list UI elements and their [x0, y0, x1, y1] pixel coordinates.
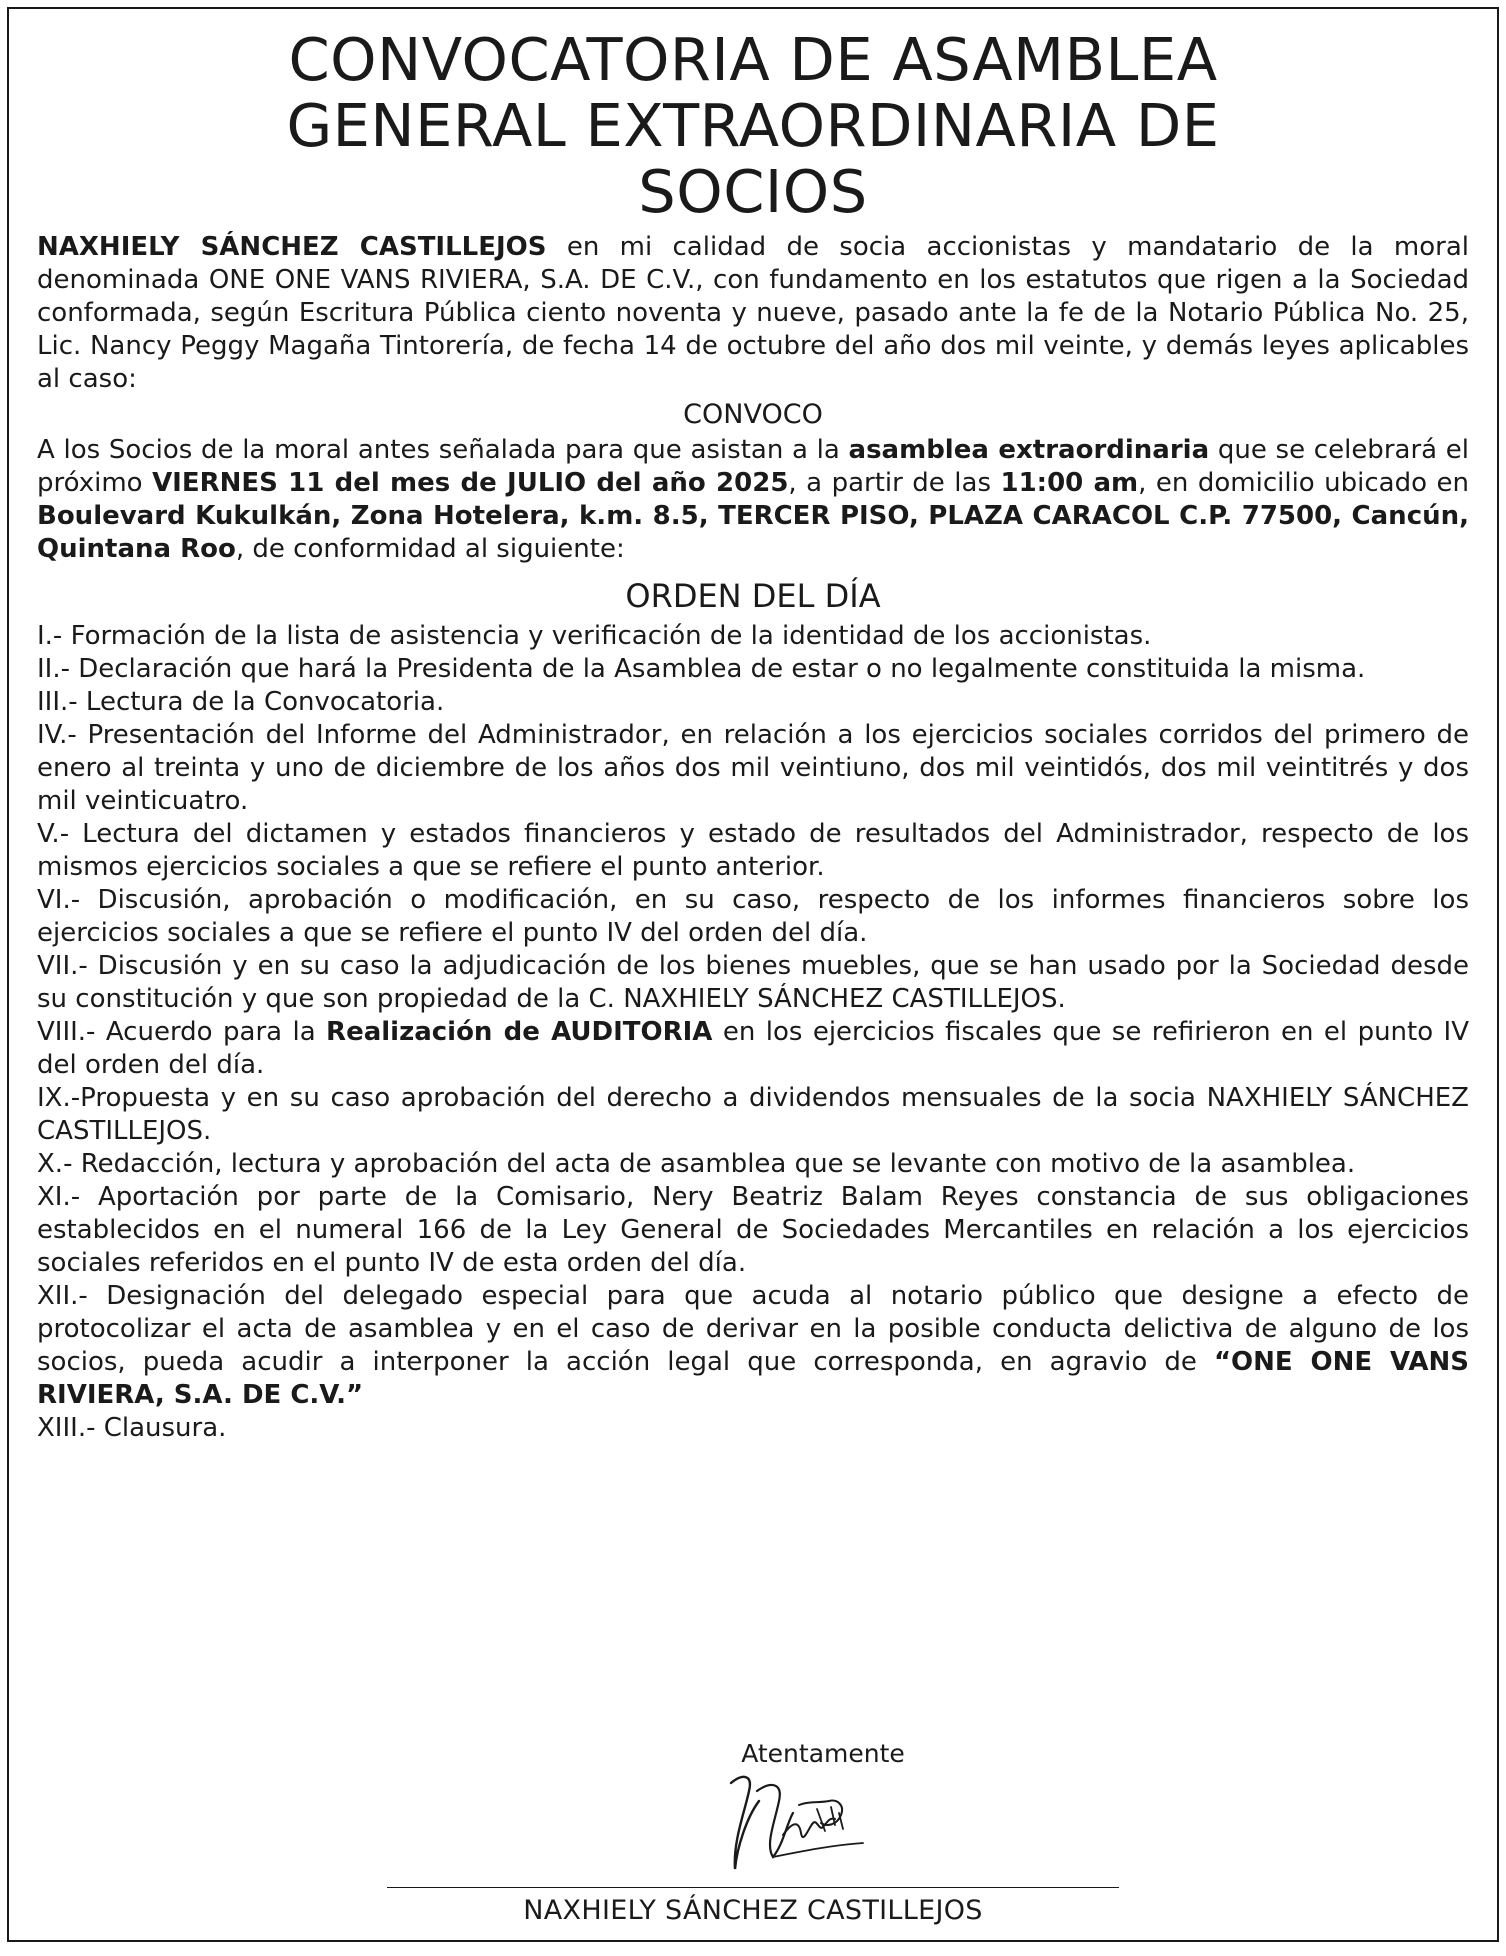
meeting-time: 11:00 am [1000, 468, 1139, 498]
convocation-text-1: A los Socios de la moral antes señalada para que asistan a la [37, 435, 849, 465]
intro-paragraph [37, 231, 1469, 396]
signature-line [387, 1887, 1119, 1888]
agenda-item-6: VI.- Discusión, aprobación o modificación, en su caso, respecto de los informes financieros sobre los ejercicios sociales a que se refiere el punto IV del orden del día. [37, 885, 1469, 948]
agenda-item-13: XIII.- Clausura. [37, 1413, 227, 1443]
convocation-text-3: , a partir de las [788, 468, 1001, 498]
agenda-item-12 [37, 1280, 1469, 1412]
agenda-item-3: III.- Lectura de la Convocatoria. [37, 687, 445, 717]
agenda-item-7: VII.- Discusión y en su caso la adjudicación de los bienes muebles, que se han usado por la Sociedad desde su constitución y que son propiedad de la C. NAXHIELY SÁNCHEZ CASTILLEJOS. [37, 951, 1469, 1014]
convocation-notice [7, 7, 1499, 1942]
agenda-item-4: IV.- Presentación del Informe del Administrador, en relación a los ejercicios sociales corridos del primero de enero al treinta y uno de diciembre de los años dos mil veintiuno, dos mil veintidós, dos mil veintitrés y dos mil veinticuatro. [37, 720, 1469, 816]
title-line-3: SOCIOS [638, 157, 868, 226]
title-line-1: CONVOCATORIA DE ASAMBLEA [288, 25, 1218, 94]
notice-title [37, 27, 1469, 225]
agenda-item-10: X.- Redacción, lectura y aprobación del acta de asamblea que se levante con motivo de la asamblea. [37, 1149, 1356, 1179]
meeting-type: asamblea extraordinaria [848, 435, 1210, 465]
convocation-paragraph [37, 434, 1469, 566]
agenda-item-8-text: VIII.- Acuerdo para la [37, 1017, 327, 1047]
convocation-text-4: , en domicilio ubicado en [1138, 468, 1469, 498]
convoco-heading: CONVOCO [683, 399, 823, 430]
convocation-text-2: que se celebrará el próximo [37, 435, 1469, 498]
agenda-item-11: XI.- Aportación por parte de la Comisario, Nery Beatriz Balam Reyes constancia de sus obligaciones establecidos en el numeral 166 de la Ley General de Sociedades Mercantiles en relación a los ejercicios sociales referidos en el punto IV de esta orden del día. [37, 1182, 1469, 1278]
agenda-item-2: II.- Declaración que hará la Presidenta de la Asamblea de estar o no legalmente constituida la misma. [37, 654, 1366, 684]
agenda-item-9: IX.-Propuesta y en su caso aprobación del derecho a dividendos mensuales de la socia NAXHIELY SÁNCHEZ CASTILLEJOS. [37, 1083, 1469, 1146]
intro-text: en mi calidad de socia accionistas y mandatario de la moral denominada ONE ONE VANS RIVIERA, S.A. DE C.V., con fundamento en los estatutos que rigen a la Sociedad conformada, según Escritura Pública ciento noventa y nueve, pasado ante la fe de la Notario Pública No. 25, Lic. Nancy Peggy Magaña Tintorería, de fecha 14 de octubre del año dos mil veinte, y demás leyes aplicables al caso: [37, 232, 1469, 394]
audit-emphasis: Realización de AUDITORIA [326, 1017, 713, 1047]
agenda-list [37, 620, 1469, 1445]
regards-text: Atentamente [741, 1739, 905, 1768]
meeting-date: VIERNES 11 del mes de JULIO del año 2025 [152, 468, 789, 498]
meeting-address: Boulevard Kukulkán, Zona Hotelera, k.m. 8.5, TERCER PISO, PLAZA CARACOL C.P. 77500, Cancún, Quintana Roo [37, 501, 1469, 564]
agenda-item-5: V.- Lectura del dictamen y estados financieros y estado de resultados del Administrador, respecto de los mismos ejercicios sociales a que se refiere el punto anterior. [37, 819, 1469, 882]
agenda-item-12-text: XII.- Designación del delegado especial para que acuda al notario público que designe a efecto de protocolizar el acta de asamblea y en el caso de derivar en la posible conducta delictiva de alguno de los socios, pueda acudir a interponer la acción legal que corresponda, en agravio de [37, 1281, 1469, 1377]
agenda-item-1: I.- Formación de la lista de asistencia y verificación de la identidad de los accionistas. [37, 621, 1152, 651]
signer-name: NAXHIELY SÁNCHEZ CASTILLEJOS [523, 1895, 983, 1926]
company-name-emphasis: “ONE ONE VANS RIVIERA, S.A. DE C.V.” [37, 1347, 1470, 1410]
convocation-text-5: , de conformidad al siguiente: [235, 534, 625, 564]
agenda-heading: ORDEN DEL DÍA [625, 577, 881, 615]
closing-block [9, 1739, 1497, 1928]
convener-name: NAXHIELY SÁNCHEZ CASTILLEJOS [37, 232, 547, 262]
agenda-item-8 [37, 1016, 1469, 1082]
agenda-item-8-rest: en los ejercicios fiscales que se refirieron en el punto IV del orden del día. [37, 1017, 1469, 1080]
signature-icon [713, 1761, 873, 1881]
title-line-2: GENERAL EXTRAORDINARIA DE [286, 91, 1220, 160]
